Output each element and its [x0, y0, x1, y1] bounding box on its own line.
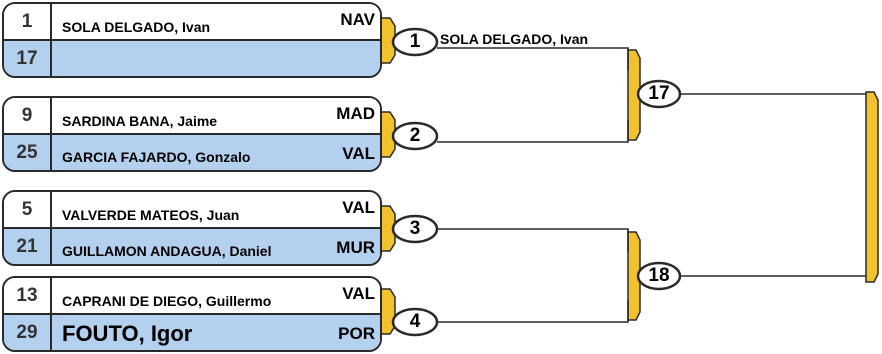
line-2-17 — [437, 120, 628, 142]
country-code: VAL — [342, 144, 375, 163]
player-name: SOLA DELGADO, Ivan — [62, 19, 211, 35]
match-1-box — [2, 2, 382, 78]
match-1-bottom-slot[interactable] — [4, 41, 380, 76]
player-name: GUILLAMON ANDAGUA, Daniel — [62, 243, 272, 259]
player-name: FOUTO, Igor — [62, 321, 193, 346]
seed-number: 25 — [4, 135, 52, 170]
country-code: VAL — [342, 198, 375, 217]
match-3-number: 3 — [409, 218, 421, 239]
player-name: SARDINA BANA, Jaime — [62, 113, 218, 129]
match-2-number: 2 — [409, 125, 421, 146]
country-code: POR — [338, 324, 375, 343]
match-2-bottom-slot[interactable] — [4, 135, 380, 170]
match-3-frame — [2, 190, 382, 266]
match-2-box — [2, 96, 382, 172]
line-3-18 — [437, 229, 628, 252]
player-name: GARCIA FAJARDO, Gonzalo — [62, 149, 251, 165]
seed-number: 9 — [4, 98, 52, 133]
match-1-frame — [2, 2, 382, 78]
player-name: CAPRANI DE DIEGO, Guillermo — [62, 293, 272, 309]
match-1-top-slot[interactable] — [4, 4, 380, 41]
seed-number: 5 — [4, 192, 52, 227]
match-1-number: 1 — [409, 31, 421, 52]
country-code: MAD — [336, 104, 375, 123]
player-name: VALVERDE MATEOS, Juan — [62, 207, 240, 223]
match-4-box — [2, 276, 382, 352]
match-3-top-slot[interactable] — [4, 192, 380, 229]
country-code: MUR — [336, 238, 375, 257]
seed-number: 29 — [4, 315, 52, 350]
line-1-17 — [437, 48, 628, 70]
match-1-winner-name: SOLA DELGADO, Ivan — [440, 31, 589, 47]
match-3-bottom-slot[interactable] — [4, 229, 380, 264]
match-4-top-slot[interactable] — [4, 278, 380, 315]
match-18-number: 18 — [648, 265, 670, 286]
country-code: VAL — [342, 284, 375, 303]
match-4-frame — [2, 276, 382, 352]
match-4-number: 4 — [409, 311, 421, 332]
match-3-box — [2, 190, 382, 266]
match-2-top-slot[interactable] — [4, 98, 380, 135]
match-2-frame — [2, 96, 382, 172]
seed-number: 13 — [4, 278, 52, 313]
match-4-bottom-slot[interactable] — [4, 315, 380, 350]
seed-number: 1 — [4, 4, 52, 39]
seed-number: 21 — [4, 229, 52, 264]
match-17-number: 17 — [648, 83, 670, 104]
match-final-tab — [866, 92, 878, 282]
country-code: NAV — [340, 10, 375, 29]
seed-number: 17 — [4, 41, 52, 76]
line-4-18 — [437, 300, 628, 322]
